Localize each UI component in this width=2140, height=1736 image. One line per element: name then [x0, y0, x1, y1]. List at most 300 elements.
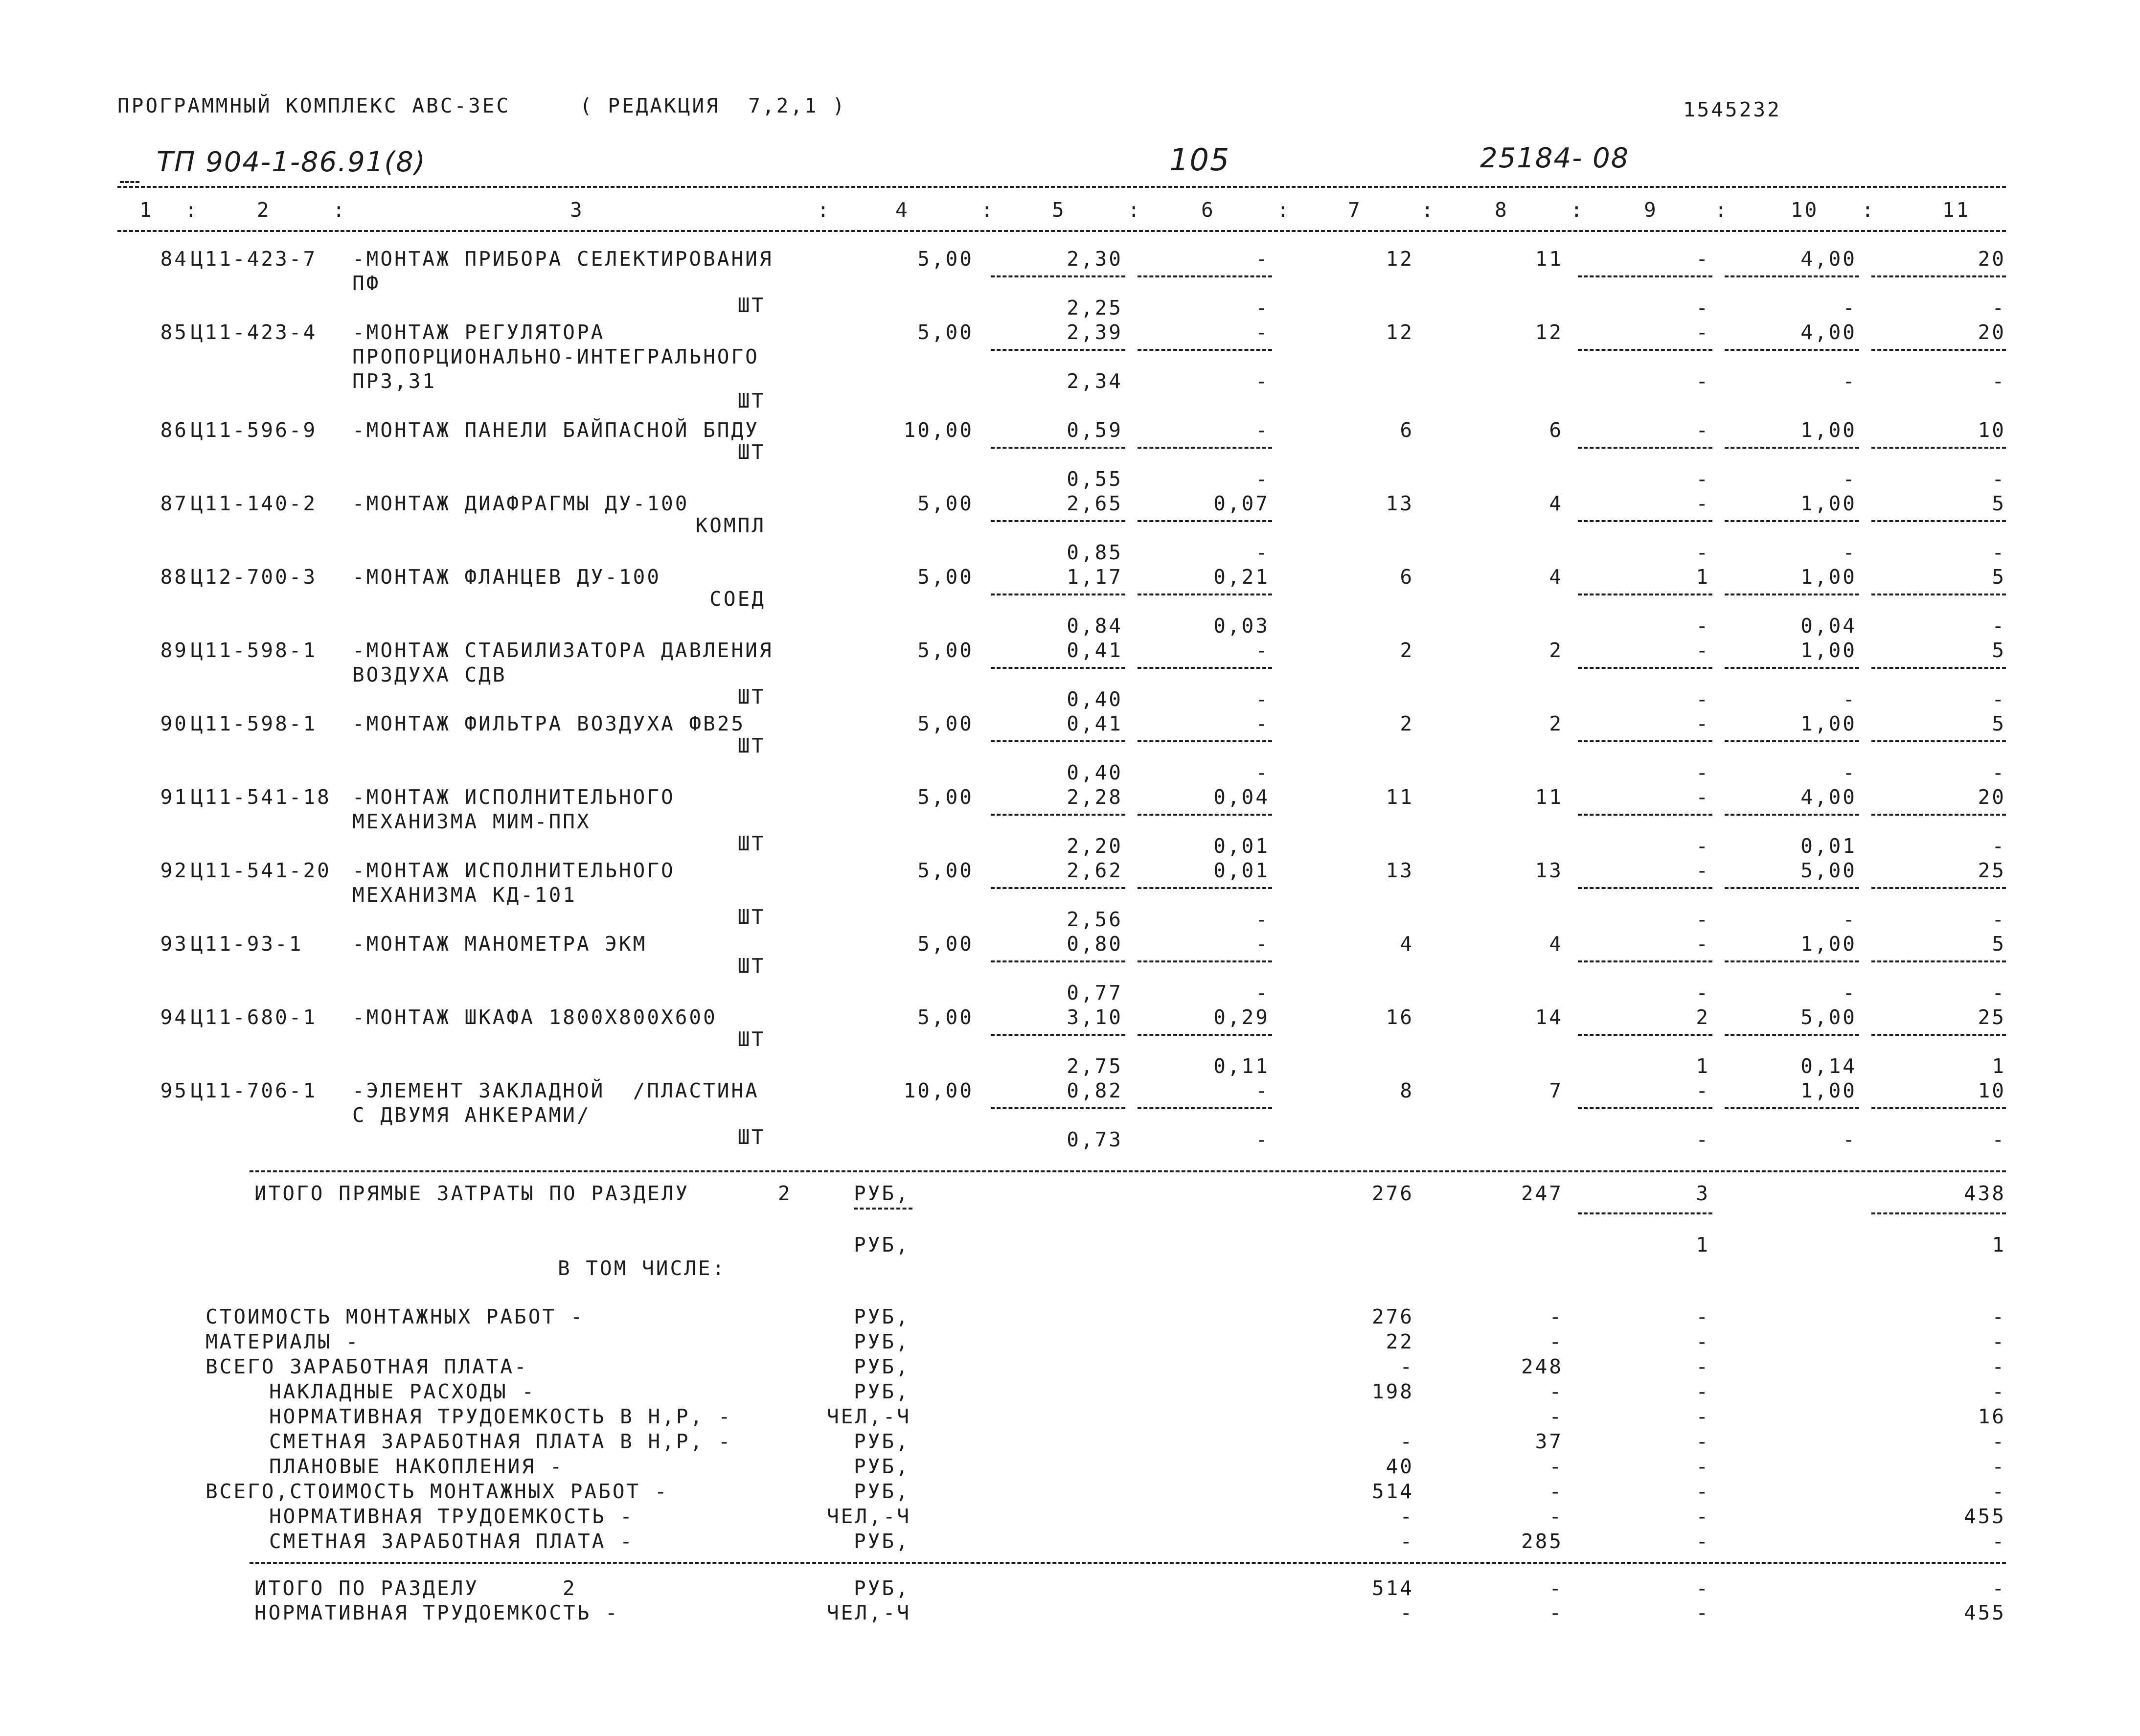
item-col9-sub: - [1696, 908, 1710, 931]
item-col9: - [1696, 492, 1710, 515]
item-col10: 1,00 [1800, 565, 1857, 589]
column-separator: : [1862, 198, 1876, 222]
item-col5: 1,17 [1067, 565, 1123, 589]
cell-underline [854, 1208, 912, 1210]
item-number: 88 [160, 565, 188, 589]
section-total-col7: - [1400, 1601, 1414, 1624]
summary-unit: РУБ, [854, 1480, 910, 1503]
item-col5: 0,80 [1067, 932, 1123, 956]
item-col10: 4,00 [1800, 320, 1857, 344]
item-col5: 2,30 [1067, 247, 1123, 271]
cell-underline [1871, 667, 2006, 669]
section-total-unit: ЧЕЛ,-Ч [827, 1601, 911, 1624]
cell-underline [1725, 667, 1859, 669]
item-col7: 6 [1400, 565, 1414, 589]
direct-costs-label: ИТОГО ПРЯМЫЕ ЗАТРАТЫ ПО РАЗДЕЛУ [254, 1182, 690, 1205]
item-unit: КОМПЛ [695, 514, 766, 537]
item-col5-sub: 0,73 [1067, 1128, 1123, 1151]
item-quantity: 5,00 [917, 639, 974, 662]
item-col9: - [1696, 859, 1710, 882]
item-description: -МОНТАЖ ФЛАНЦЕВ ДУ-100 [352, 565, 661, 589]
summary-col11: - [1992, 1455, 2006, 1478]
item-code: Ц11-423-7 [191, 247, 318, 271]
item-number: 91 [160, 785, 188, 809]
item-col7: 13 [1386, 859, 1414, 882]
item-col8: 4 [1549, 565, 1563, 589]
cell-underline [1138, 814, 1272, 816]
cell-underline [1871, 887, 2006, 889]
cell-underline [1725, 349, 1859, 351]
summary-col7: 276 [1371, 1305, 1414, 1328]
item-col6-sub: 0,01 [1213, 834, 1270, 858]
item-col10-sub: - [1843, 296, 1857, 320]
summary-col9: - [1696, 1330, 1710, 1353]
item-col9-sub: - [1696, 687, 1710, 711]
summary-col8: 285 [1521, 1530, 1563, 1553]
cell-underline [1578, 667, 1712, 669]
section-total-col8: - [1549, 1601, 1563, 1624]
item-description: -МОНТАЖ РЕГУЛЯТОРА [352, 320, 605, 344]
section-total-unit: РУБ, [854, 1576, 910, 1600]
summary-col9: - [1696, 1305, 1710, 1328]
item-col5: 2,39 [1067, 320, 1123, 344]
item-col11-sub: - [1992, 467, 2006, 491]
item-quantity: 10,00 [903, 418, 974, 442]
item-col8: 14 [1535, 1005, 1563, 1029]
item-col9-sub: - [1696, 761, 1710, 784]
summary-col8: - [1549, 1305, 1563, 1328]
column-header-3: 3 [570, 198, 584, 222]
summary-label: НОРМАТИВНАЯ ТРУДОЕМКОСТЬ В Н,Р, - [269, 1405, 732, 1428]
item-col9: 2 [1696, 1005, 1710, 1029]
item-col9-sub: - [1696, 467, 1710, 491]
summary-col11: - [1992, 1305, 2006, 1328]
summary-col8: - [1549, 1455, 1563, 1478]
summary-col8: 248 [1521, 1355, 1563, 1378]
cell-underline [1871, 349, 2006, 351]
summary-col7: - [1400, 1355, 1414, 1378]
item-unit: ШТ [737, 734, 766, 757]
summary-unit: РУБ, [854, 1305, 910, 1328]
cell-underline [991, 667, 1125, 669]
item-col11-sub: - [1992, 834, 2006, 858]
item-col10: 1,00 [1800, 932, 1857, 956]
cell-underline [1138, 887, 1272, 889]
item-col6: - [1255, 932, 1270, 956]
cell-underline [991, 960, 1125, 962]
item-unit: ШТ [737, 905, 766, 929]
item-description: С ДВУМЯ АНКЕРАМИ/ [352, 1103, 591, 1127]
item-col6-sub: - [1255, 369, 1270, 393]
item-code: Ц11-140-2 [191, 492, 318, 515]
item-col9-sub: - [1696, 981, 1710, 1005]
item-col11-sub: - [1992, 296, 2006, 320]
item-description: -МОНТАЖ ДИАФРАГМЫ ДУ-100 [352, 492, 689, 515]
item-col7: 16 [1386, 1005, 1414, 1029]
item-col11: 20 [1978, 320, 2006, 344]
item-code: Ц11-93-1 [191, 932, 303, 956]
cell-underline [991, 349, 1125, 351]
item-col11: 20 [1978, 785, 2006, 809]
section-total-number: 2 [563, 1576, 577, 1600]
item-col10-sub: - [1843, 369, 1857, 393]
cell-underline [1578, 740, 1712, 742]
item-col8: 7 [1549, 1079, 1563, 1102]
item-col8: 12 [1535, 320, 1563, 344]
item-col9-sub: - [1696, 614, 1710, 638]
section-total-col8: - [1549, 1576, 1563, 1600]
column-header-4: 4 [895, 198, 910, 222]
item-col11: 25 [1978, 859, 2006, 882]
summary-col7: - [1400, 1530, 1414, 1553]
cell-underline [1138, 520, 1272, 522]
cell-underline [991, 520, 1125, 522]
item-quantity: 5,00 [917, 932, 974, 956]
direct-costs-col7: 276 [1371, 1182, 1414, 1205]
item-col6-sub: - [1255, 687, 1270, 711]
item-col10-sub: 0,01 [1800, 834, 1857, 858]
item-col10-sub: - [1843, 541, 1857, 564]
cell-underline [1871, 1212, 2006, 1214]
item-col10-sub: - [1843, 761, 1857, 784]
section-total-label: ИТОГО ПО РАЗДЕЛУ [254, 1576, 479, 1600]
direct-costs-col9-2: 1 [1696, 1233, 1710, 1256]
item-col9: - [1696, 712, 1710, 735]
item-description: -МОНТАЖ МАНОМЕТРА ЭКМ [352, 932, 647, 956]
item-number: 94 [160, 1005, 188, 1029]
item-col6-sub: - [1255, 981, 1270, 1005]
direct-costs-section: 2 [778, 1182, 792, 1205]
cell-underline [1578, 887, 1712, 889]
item-code: Ц11-541-20 [191, 859, 331, 882]
item-description: ПФ [352, 272, 381, 295]
item-col10: 5,00 [1800, 1005, 1857, 1029]
item-unit: ШТ [737, 832, 766, 855]
item-col6: - [1255, 247, 1270, 271]
item-col5-sub: 2,56 [1067, 908, 1123, 931]
item-col11: 5 [1992, 932, 2006, 956]
cell-underline [1725, 520, 1859, 522]
summary-col11: - [1992, 1430, 2006, 1453]
item-col6: - [1255, 639, 1270, 662]
cell-underline [1871, 740, 2006, 742]
cell-underline [1871, 960, 2006, 962]
item-description: -ЭЛЕМЕНТ ЗАКЛАДНОЙ /ПЛАСТИНА [352, 1079, 759, 1102]
item-col10-sub: - [1843, 467, 1857, 491]
cell-underline [1725, 960, 1859, 962]
summary-col8: - [1549, 1330, 1563, 1353]
item-col6: 0,04 [1213, 785, 1270, 809]
cell-underline [1725, 1107, 1859, 1109]
cell-underline [991, 1034, 1125, 1036]
cell-underline [1578, 814, 1712, 816]
summary-col8: - [1549, 1480, 1563, 1503]
item-unit: ШТ [737, 440, 766, 464]
item-col10-sub: - [1843, 1128, 1857, 1151]
item-col7: 8 [1400, 1079, 1414, 1102]
item-quantity: 5,00 [917, 492, 974, 515]
cell-underline [991, 275, 1125, 277]
column-separator: : [981, 198, 995, 222]
cell-underline [1138, 960, 1272, 962]
column-separator: : [1277, 198, 1291, 222]
item-col10-sub: 0,14 [1800, 1054, 1857, 1078]
item-number: 87 [160, 492, 188, 515]
cell-underline [1871, 1107, 2006, 1109]
cell-underline [1725, 594, 1859, 595]
direct-costs-col9: 3 [1696, 1182, 1710, 1205]
cell-underline [1725, 887, 1859, 889]
cell-underline [1138, 349, 1272, 351]
item-description: -МОНТАЖ ФИЛЬТРА ВОЗДУХА ФВ25 [352, 712, 746, 735]
section-total-label: НОРМАТИВНАЯ ТРУДОЕМКОСТЬ - [254, 1601, 619, 1624]
item-col9: - [1696, 932, 1710, 956]
item-col9: - [1696, 639, 1710, 662]
item-number: 84 [160, 247, 188, 271]
item-col6: - [1255, 1079, 1270, 1102]
section-total-col11: 455 [1963, 1601, 2006, 1624]
item-unit: ШТ [737, 389, 766, 412]
item-col6: 0,21 [1213, 565, 1270, 589]
summary-col9: - [1696, 1405, 1710, 1428]
item-description: МЕХАНИЗМА КД-101 [352, 883, 577, 907]
summary-col9: - [1696, 1530, 1710, 1553]
item-description: ПРЗ,31 [352, 369, 437, 393]
item-description: -МОНТАЖ СТАБИЛИЗАТОРА ДАВЛЕНИЯ [352, 639, 774, 662]
item-col6: - [1255, 712, 1270, 735]
cell-underline [1578, 275, 1712, 277]
summary-col9: - [1696, 1480, 1710, 1503]
item-col5-sub: 0,55 [1067, 467, 1123, 491]
summary-col9: - [1696, 1380, 1710, 1403]
cell-underline [991, 447, 1125, 449]
cell-underline [1578, 1212, 1712, 1214]
including-label: В ТОМ ЧИСЛЕ: [558, 1256, 727, 1280]
item-col10: 1,00 [1800, 1079, 1857, 1102]
item-description: -МОНТАЖ ИСПОЛНИТЕЛЬНОГО [352, 859, 675, 882]
summary-col11: 455 [1963, 1505, 2006, 1528]
item-col6-sub: - [1255, 761, 1270, 784]
summary-label: ПЛАНОВЫЕ НАКОПЛЕНИЯ - [269, 1455, 564, 1478]
item-col8: 2 [1549, 639, 1563, 662]
cell-underline [1725, 275, 1859, 277]
item-col8: 4 [1549, 492, 1563, 515]
item-col9-sub: - [1696, 1128, 1710, 1151]
cell-underline [1138, 740, 1272, 742]
cell-underline [1725, 1034, 1859, 1036]
item-col10: 1,00 [1800, 639, 1857, 662]
item-col10-sub: - [1843, 908, 1857, 931]
item-col9-sub: - [1696, 541, 1710, 564]
column-header-9: 9 [1644, 198, 1658, 222]
item-col9: - [1696, 418, 1710, 442]
item-col11-sub: - [1992, 541, 2006, 564]
summary-label: СТОИМОСТЬ МОНТАЖНЫХ РАБОТ - [205, 1305, 585, 1328]
item-col6: 0,29 [1213, 1005, 1270, 1029]
item-col10: 1,00 [1800, 712, 1857, 735]
cell-underline [1138, 1107, 1272, 1109]
item-col5-sub: 2,20 [1067, 834, 1123, 858]
cell-underline [991, 740, 1125, 742]
summary-col9: - [1696, 1455, 1710, 1478]
item-col10-sub: 0,04 [1800, 614, 1857, 638]
item-col11: 10 [1978, 418, 2006, 442]
item-quantity: 5,00 [917, 247, 974, 271]
summary-col7: 22 [1386, 1330, 1414, 1353]
cell-underline [1578, 1107, 1712, 1109]
column-header-8: 8 [1495, 198, 1509, 222]
item-col10: 1,00 [1800, 418, 1857, 442]
item-code: Ц11-541-18 [191, 785, 331, 809]
item-quantity: 5,00 [917, 859, 974, 882]
item-col8: 4 [1549, 932, 1563, 956]
summary-unit: ЧЕЛ,-Ч [827, 1505, 911, 1528]
item-col6: - [1255, 320, 1270, 344]
column-separator: : [1128, 198, 1142, 222]
item-unit: ШТ [737, 1125, 766, 1149]
cell-underline [1578, 1034, 1712, 1036]
item-quantity: 5,00 [917, 712, 974, 735]
summary-unit: РУБ, [854, 1455, 910, 1478]
direct-costs-col11: 438 [1963, 1182, 2006, 1205]
summary-col8: 37 [1535, 1430, 1563, 1453]
cell-underline [1725, 814, 1859, 816]
column-header-2: 2 [257, 198, 271, 222]
item-col9: - [1696, 785, 1710, 809]
item-unit: ШТ [737, 954, 766, 978]
item-col6-sub: 0,11 [1213, 1054, 1270, 1078]
item-col9-sub: - [1696, 834, 1710, 858]
item-col8: 6 [1549, 418, 1563, 442]
item-col11: 5 [1992, 492, 2006, 515]
item-col10-sub: - [1843, 981, 1857, 1005]
item-col5-sub: 0,40 [1067, 761, 1123, 784]
column-separator: : [1421, 198, 1435, 222]
item-col5: 3,10 [1067, 1005, 1123, 1029]
column-header-6: 6 [1201, 198, 1215, 222]
item-unit: ШТ [737, 685, 766, 708]
item-col5-sub: 2,75 [1067, 1054, 1123, 1078]
item-code: Ц11-598-1 [191, 639, 318, 662]
item-col9: - [1696, 320, 1710, 344]
item-col5: 2,28 [1067, 785, 1123, 809]
direct-costs-col8: 247 [1521, 1182, 1563, 1205]
summary-label: ВСЕГО ЗАРАБОТНАЯ ПЛАТА- [205, 1355, 528, 1378]
summary-col11: - [1992, 1355, 2006, 1378]
item-col11-sub: 1 [1992, 1054, 2006, 1078]
item-col9-sub: 1 [1696, 1054, 1710, 1078]
item-col10: 4,00 [1800, 785, 1857, 809]
item-col10-sub: - [1843, 687, 1857, 711]
item-col11-sub: - [1992, 908, 2006, 931]
item-col5: 0,59 [1067, 418, 1123, 442]
item-col7: 12 [1386, 247, 1414, 271]
item-col11-sub: - [1992, 614, 2006, 638]
column-header-1: 1 [139, 198, 154, 222]
item-quantity: 5,00 [917, 320, 974, 344]
item-col6-sub: - [1255, 296, 1270, 320]
cell-underline [1578, 520, 1712, 522]
section-total-col9: - [1696, 1576, 1710, 1600]
summary-col8: - [1549, 1380, 1563, 1403]
item-description: -МОНТАЖ ПАНЕЛИ БАЙПАСНОЙ БПДУ [352, 418, 759, 442]
summary-col11: - [1992, 1330, 2006, 1353]
summary-col11: 16 [1978, 1405, 2006, 1428]
column-separator: : [185, 198, 199, 222]
item-description: МЕХАНИЗМА МИМ-ППХ [352, 810, 591, 833]
cell-underline [1138, 1034, 1272, 1036]
item-number: 93 [160, 932, 188, 956]
item-col5: 0,82 [1067, 1079, 1123, 1102]
cell-underline [1138, 447, 1272, 449]
item-description: ПРОПОРЦИОНАЛЬНО-ИНТЕГРАЛЬНОГО [352, 345, 759, 368]
cell-underline [1725, 447, 1859, 449]
summary-col9: - [1696, 1355, 1710, 1378]
item-col5-sub: 0,77 [1067, 981, 1123, 1005]
column-separator: : [333, 198, 347, 222]
item-col6-sub: 0,03 [1213, 614, 1270, 638]
item-number: 95 [160, 1079, 188, 1102]
cell-underline [1578, 960, 1712, 962]
summary-label: МАТЕРИАЛЫ - [205, 1330, 360, 1353]
item-col7: 2 [1400, 712, 1414, 735]
summary-col7: - [1400, 1505, 1414, 1528]
cell-underline [991, 887, 1125, 889]
summary-label: НАКЛАДНЫЕ РАСХОДЫ - [269, 1380, 536, 1403]
item-col11: 5 [1992, 639, 2006, 662]
item-col11: 5 [1992, 712, 2006, 735]
direct-costs-col11-2: 1 [1992, 1233, 2006, 1256]
summary-col7: 40 [1386, 1455, 1414, 1478]
item-col5-sub: 2,34 [1067, 369, 1123, 393]
item-description: ВОЗДУХА СДВ [352, 663, 507, 686]
item-col10: 4,00 [1800, 247, 1857, 271]
item-col9-sub: - [1696, 296, 1710, 320]
item-col6-sub: - [1255, 1128, 1270, 1151]
item-col7: 6 [1400, 418, 1414, 442]
item-description: -МОНТАЖ ШКАФА 1800X800X600 [352, 1005, 717, 1029]
summary-col9: - [1696, 1430, 1710, 1453]
column-separator: : [1715, 198, 1729, 222]
cell-underline [1138, 594, 1272, 595]
summary-label: СМЕТНАЯ ЗАРАБОТНАЯ ПЛАТА В Н,Р, - [269, 1430, 732, 1453]
cell-underline [1871, 275, 2006, 277]
column-separator: : [1571, 198, 1585, 222]
summary-col7: - [1400, 1430, 1414, 1453]
item-col7: 2 [1400, 639, 1414, 662]
item-code: Ц11-706-1 [191, 1079, 318, 1102]
item-col9: - [1696, 247, 1710, 271]
summary-col8: - [1549, 1405, 1563, 1428]
item-col5: 0,41 [1067, 639, 1123, 662]
summary-col11: - [1992, 1480, 2006, 1503]
item-code: Ц12-700-3 [191, 565, 318, 589]
item-col9: 1 [1696, 565, 1710, 589]
item-col5: 2,62 [1067, 859, 1123, 882]
item-quantity: 10,00 [903, 1079, 974, 1102]
item-col6: 0,01 [1213, 859, 1270, 882]
summary-col11: - [1992, 1530, 2006, 1553]
item-col7: 13 [1386, 492, 1414, 515]
cell-underline [1138, 275, 1272, 277]
item-col10: 1,00 [1800, 492, 1857, 515]
summary-col7: 198 [1371, 1380, 1414, 1403]
summary-label: НОРМАТИВНАЯ ТРУДОЕМКОСТЬ - [269, 1505, 634, 1528]
item-col5-sub: 0,84 [1067, 614, 1123, 638]
item-col8: 2 [1549, 712, 1563, 735]
cell-underline [1578, 594, 1712, 595]
item-quantity: 5,00 [917, 1005, 974, 1029]
